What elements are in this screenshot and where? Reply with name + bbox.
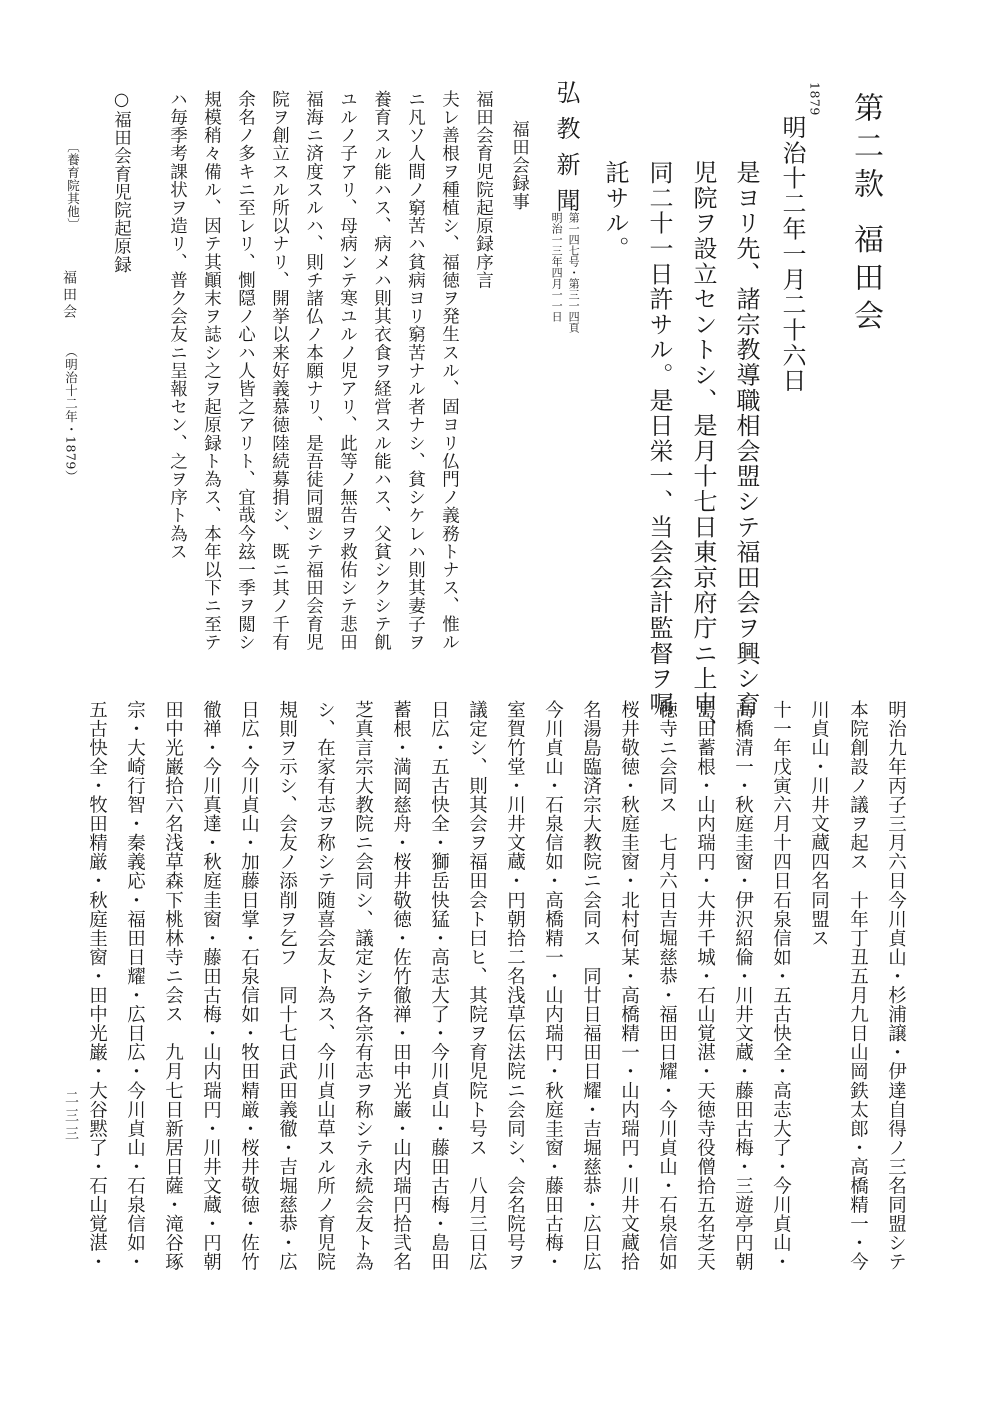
chronology-line-20: 田中光巌拾六名浅草森下桃林寺ニ会ス 九月七日新居日薩・滝谷琢 — [162, 700, 184, 1272]
preface-line-5: 福海ニ済度スルハ、則チ諸仏ノ本願ナリ、是吾徒同盟シテ福田会育児 — [303, 90, 324, 652]
chronology-line-21: 宗・大崎行智・秦義応・福田日耀・広日広・今川貞山・石泉信如・ — [124, 700, 146, 1272]
running-head-topic: 福田会 — [61, 270, 77, 321]
source-heading: 福田会録事 — [509, 120, 530, 211]
chronology-line-2: 本院創設ノ議ヲ起ス 十年丁丑五月九日山岡鉄太郎・高橋精一・今 — [847, 700, 869, 1272]
preface-line-7: 余名ノ多キニ至レリ、惻隠ノ心ハ人皆之アリト、宜哉今玆一季ヲ閲シ — [235, 90, 256, 652]
chronology-line-16: シ、在家有志ヲ称シテ随喜会友ト為ス、今川貞山草スル所ノ育児院 — [314, 700, 336, 1272]
preface-line-9: ハ毎季考課状ヲ造リ、普ク会友ニ呈報セン、之ヲ序ト為ス — [167, 90, 188, 561]
year-note: 1879 — [807, 82, 823, 116]
summary-line-2: 児院ヲ設立セントシ、是月十七日東京府庁ニ上申、 — [689, 160, 717, 742]
summary-line-3: 同二十一日許サル。是日栄一、当会会計監督ヲ嘱 — [645, 160, 673, 717]
chronology-line-17: 規則ヲ示シ、会友ノ添削ヲ乞フ 同十七日武田義徹・吉堀慈恭・広 — [276, 700, 298, 1272]
summary-line-1: 是ヨリ先、諸宗教導職相会盟シテ福田会ヲ興シ育 — [732, 160, 760, 717]
preface-title: 福田会育児院起原録序言 — [473, 90, 494, 290]
summary-line-4: 託サル。 — [601, 160, 629, 262]
chronology-line-13: 日広・五古快全・獅岳快猛・高志大了・今川貞山・藤田古梅・島田 — [428, 700, 450, 1272]
chronology-line-22: 五古快全・牧田精厳・秋庭圭窗・田中光巌・大谷黙了・石山覚湛・ — [86, 700, 108, 1272]
chronology-line-10: 今川貞山・石泉信如・高橋精一・山内瑞円・秋庭圭窗・藤田古梅・ — [542, 700, 564, 1272]
preface-line-4: ユルノ子アリ、母病ンテ寒ユルノ児アリ、此等ノ無告ヲ救佑シテ悲田 — [337, 90, 358, 652]
record-title: ○福田会育児院起原録 — [111, 90, 132, 274]
chronology-line-14: 蓄根・満岡慈舟・桜井敬徳・佐竹徹禅・田中光巌・山内瑞円拾弐名 — [390, 700, 412, 1272]
source-issue-line-2: 明治一三年四月一一日 — [550, 212, 564, 322]
page-number: 二三三 — [63, 1090, 79, 1144]
running-head-bracket: 〔養育院其他〕 — [65, 140, 81, 231]
chronology-line-8: 桜井敬徳・秋庭圭窗・北村何某・高橋精一・山内瑞円・川井文蔵拾 — [618, 700, 640, 1272]
chronology-line-11: 室賀竹堂・川井文蔵・円朝拾二名浅草伝法院ニ会同シ、会名院号ヲ — [504, 700, 526, 1272]
preface-line-1: 夫レ善根ヲ種植シ、福徳ヲ発生スル、固ヨリ仏門ノ義務トナス、惟ル — [439, 90, 460, 652]
chronology-line-4: 十一年戊寅六月十四日石泉信如・五古快全・高志大了・今川貞山・ — [770, 700, 792, 1272]
source-name: 弘教新聞 — [552, 80, 580, 224]
chronology-line-15: 芝真言宗大教院ニ会同シ、議定シテ各宗有志ヲ称シテ永続会友ト為 — [352, 700, 374, 1272]
preface-line-6: 院ヲ創立スル所以ナリ、開挙以来好義慕徳陸続募捐シ、既ニ其ノ千有 — [269, 90, 290, 652]
chronology-line-12: 議定シ、則其会ヲ福田会ト曰ヒ、其院ヲ育児院ト号ス 八月三日広 — [466, 700, 488, 1272]
preface-line-8: 規模稍々備ル、因テ其顚末ヲ誌シ之ヲ起原録ト為ス、本年以下ニ至テ — [201, 90, 222, 652]
chronology-line-6: 島田蓄根・山内瑞円・大井千城・石山覚湛・天徳寺役僧拾五名芝天 — [694, 700, 716, 1272]
chronology-line-9: 名湯島臨済宗大教院ニ会同ス 同廿日福田日耀・吉堀慈恭・広日広 — [580, 700, 602, 1272]
chronology-line-7: 徳寺ニ会同ス 七月六日吉堀慈恭・福田日耀・今川貞山・石泉信如 — [656, 700, 678, 1272]
chronology-line-5: 高橋清一・秋庭圭窗・伊沢紹倫・川井文蔵・藤田古梅・三遊亭円朝 — [732, 700, 754, 1272]
chronology-line-18: 日広・今川貞山・加藤日掌・石泉信如・牧田精厳・桜井敬徳・佐竹 — [238, 700, 260, 1272]
chronology-line-19: 徹禅・今川真達・秋庭圭窗・藤田古梅・山内瑞円・川井文蔵・円朝 — [200, 700, 222, 1272]
chronology-line-1: 明治九年丙子三月六日今川貞山・杉浦譲・伊達自得ノ三名同盟シテ — [885, 700, 907, 1272]
running-head-year: （明治十二年・1879） — [63, 345, 79, 483]
preface-line-2: ニ凡ソ人間ノ窮苦ハ貧病ヨリ窮苦ナル者ナシ、貧シケレハ則其妻子ヲ — [405, 90, 426, 652]
source-issue-line-1: 第一四七号・第三一四頁 — [567, 212, 581, 333]
entry-date: 明治十二年一月二十六日 — [778, 115, 806, 394]
preface-line-3: 養育スル能ハス、病メハ則其衣食ヲ経営スル能ハス、父貧シクシテ飢 — [371, 90, 392, 652]
chronology-line-3: 川貞山・川井文蔵四名同盟ス — [808, 700, 830, 948]
section-title: 第二款 福田会 — [848, 92, 883, 338]
